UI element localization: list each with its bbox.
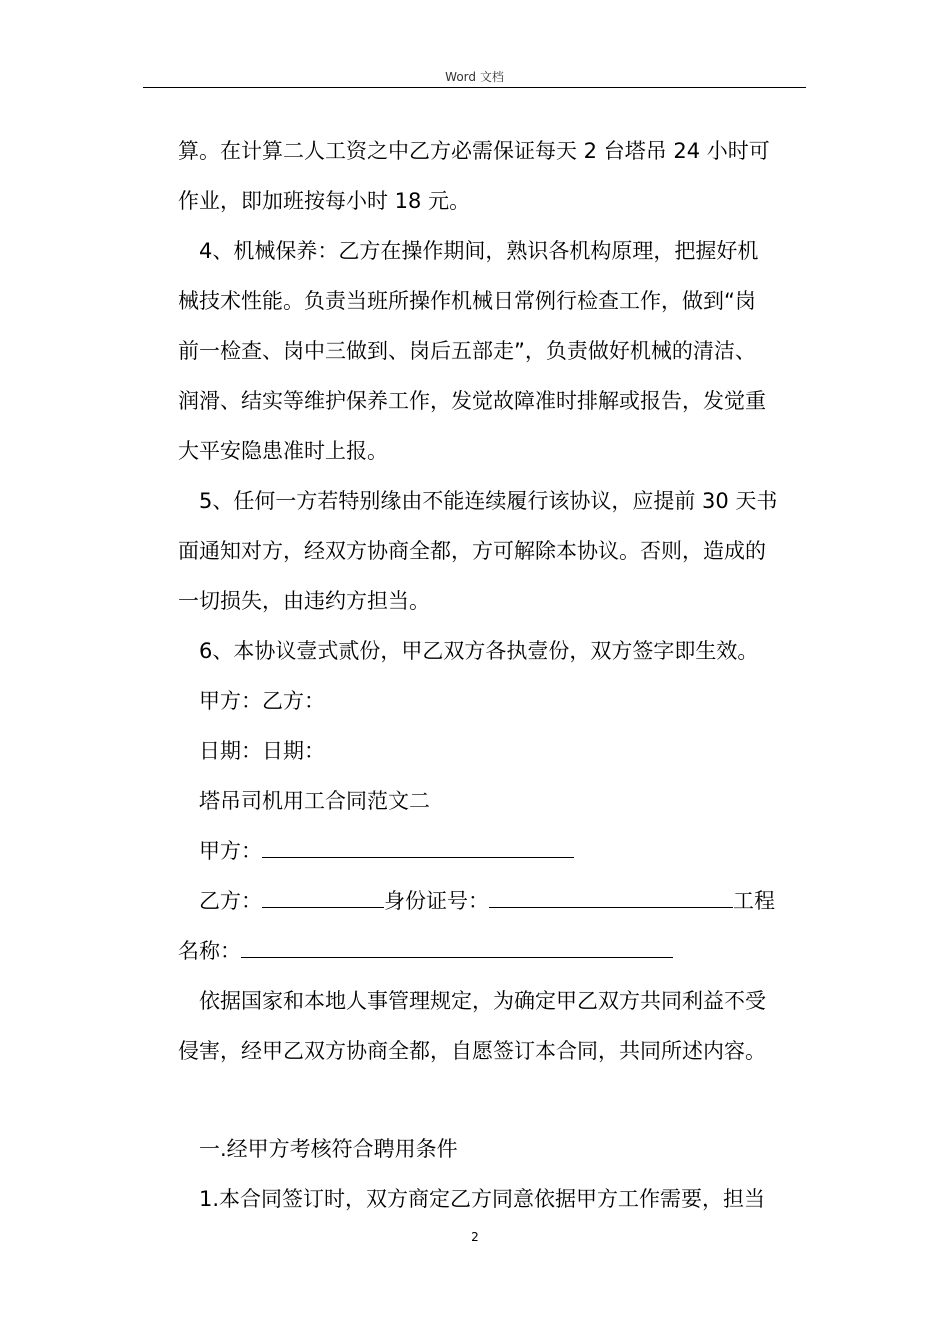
project-label-start: 工程 <box>733 889 775 913</box>
id-number-blank <box>489 885 733 908</box>
paragraph-line: 4、机械保养：乙方在操作期间，熟识各机构原理，把握好机 <box>199 239 759 263</box>
signature-parties-line: 甲方：乙方： <box>199 689 325 713</box>
paragraph-line: 依据国家和本地人事管理规定，为确定甲乙双方共同利益不受 <box>199 989 766 1013</box>
project-name-line <box>178 926 808 976</box>
page-header: Word 文档 <box>445 70 504 84</box>
header-rule <box>143 87 806 88</box>
party-a-line <box>178 826 808 876</box>
paragraph-line: 一切损失，由违约方担当。 <box>178 589 430 613</box>
paragraph-line: 作业，即加班按每小时 18 元。 <box>178 189 471 213</box>
paragraph-line: 5、任何一方若特别缘由不能连续履行该协议，应提前 30 天书 <box>199 489 778 513</box>
paragraph-line: 算。在计算二人工资之中乙方必需保证每天 2 台塔吊 24 小时可 <box>178 139 770 163</box>
paragraph-line: 6、本协议壹式贰份，甲乙双方各执壹份，双方签字即生效。 <box>199 639 759 663</box>
page-number: 2 <box>471 1230 479 1244</box>
signature-date-line: 日期：日期： <box>199 739 325 763</box>
party-b-blank <box>262 885 384 908</box>
clause-heading: 一.经甲方考核符合聘用条件 <box>199 1137 458 1161</box>
id-number-label: 身份证号： <box>384 889 489 913</box>
project-name-label: 名称： <box>178 939 241 963</box>
project-name-blank <box>241 935 673 958</box>
paragraph-line: 润滑、结实等维护保养工作，发觉故障准时排解或报告，发觉重 <box>178 389 766 413</box>
party-a-blank <box>262 835 574 858</box>
paragraph-line: 前一检查、岗中三做到、岗后五部走”，负责做好机械的清洁、 <box>178 339 756 363</box>
party-b-line <box>178 876 808 926</box>
document-body <box>178 126 808 1224</box>
paragraph-line: 面通知对方，经双方协商全都，方可解除本协议。否则，造成的 <box>178 539 766 563</box>
party-b-label: 乙方： <box>199 889 262 913</box>
section-title: 塔吊司机用工合同范文二 <box>199 789 430 813</box>
paragraph-line: 1.本合同签订时，双方商定乙方同意依据甲方工作需要，担当 <box>199 1187 766 1211</box>
paragraph-line: 侵害，经甲乙双方协商全都，自愿签订本合同，共同所述内容。 <box>178 1039 766 1063</box>
paragraph-line: 械技术性能。负责当班所操作机械日常例行检查工作，做到“岗 <box>178 289 756 313</box>
empty-line <box>178 1076 808 1124</box>
paragraph-line: 大平安隐患准时上报。 <box>178 439 388 463</box>
party-a-label: 甲方： <box>199 839 262 863</box>
